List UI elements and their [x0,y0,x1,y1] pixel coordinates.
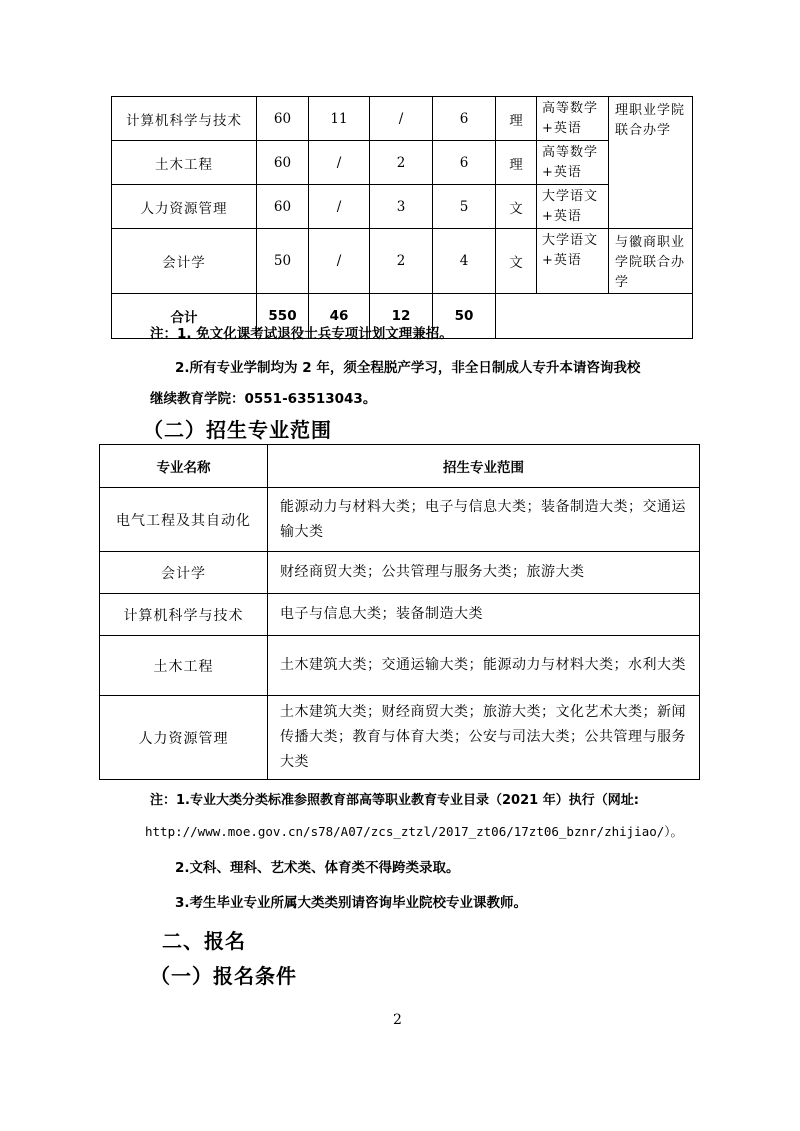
note-line: 2.所有专业学制均为 2 年，须全程脱产学习，非全日制成人专升本请咨询我校 [175,360,641,376]
subject-line: 大学语文 [542,189,599,204]
cell: 2 [370,229,433,294]
subject-line: +英语 [542,121,582,136]
major-name: 计算机科学与技术 [112,97,257,141]
scope-cell: 财经商贸大类；公共管理与服务大类；旅游大类 [268,552,700,594]
subject-line: +英语 [542,253,582,268]
major-name: 计算机科学与技术 [100,594,268,636]
cell: 60 [257,141,309,185]
subject-line: 高等数学 [542,101,599,116]
category-cell: 理 [496,141,537,185]
total-label: 合计 [112,294,257,339]
major-name: 会计学 [100,552,268,594]
scope-cell: 电子与信息大类；装备制造大类 [268,594,700,636]
table-row [100,552,700,594]
note-text: 与徽商职业学院联合办学 [615,235,686,290]
note-line: 2.文科、理科、艺术类、体育类不得跨类录取。 [175,860,460,876]
column-header: 招生专业范围 [268,445,700,488]
note-text: 理职业学院联合办学 [615,103,686,138]
cell: / [309,185,370,229]
cell: / [309,229,370,294]
cell: 4 [433,229,496,294]
category-cell: 理 [496,97,537,141]
cell: 12 [370,294,433,339]
cell: 60 [257,185,309,229]
section-heading: （二）招生专业范围 [143,418,332,442]
joint-program-note [609,97,693,229]
cell: 11 [309,97,370,141]
joint-program-note [609,229,693,294]
note-line: 注：1. 免文化课考试退役士兵专项计划文理兼招。 [150,326,453,342]
major-name: 土木工程 [112,141,257,185]
table-row [112,229,693,294]
subject-line: 高等数学 [542,145,599,160]
cell: 46 [309,294,370,339]
scope-cell: 土木建筑大类；财经商贸大类；旅游大类；文化艺术大类；新闻传播大类；教育与体育大类；公安与司法大类；公共管理与服务大类 [268,696,700,780]
table-row [100,696,700,780]
cell: 6 [433,141,496,185]
cell: 50 [433,294,496,339]
cell: 50 [257,229,309,294]
table-row [100,594,700,636]
table-row [112,97,693,141]
note-line: 继续教育学院：0551-63513043。 [150,391,377,407]
url-text: http://www.moe.gov.cn/s78/A07/zcs_ztzl/2017_zt06/17zt06_bznr/zhijiao/）。 [145,824,684,839]
subject-line: 大学语文 [542,233,599,248]
cell: 2 [370,141,433,185]
major-name: 人力资源管理 [100,696,268,780]
subsection-heading: （一）报名条件 [150,964,297,988]
cell: / [309,141,370,185]
major-name: 会计学 [112,229,257,294]
subject-line: +英语 [542,209,582,224]
table-row [112,141,693,185]
cell: 3 [370,185,433,229]
empty-cell [496,294,693,339]
page-number: 2 [393,1012,402,1028]
note-line: 3.考生毕业专业所属大类类别请咨询毕业院校专业课教师。 [175,895,528,911]
exam-subjects [537,141,609,185]
category-cell: 文 [496,229,537,294]
cell: / [370,97,433,141]
exam-subjects [537,185,609,229]
major-scope-table [99,444,700,780]
table-header-row [100,445,700,488]
scope-cell: 能源动力与材料大类；电子与信息大类；装备制造大类；交通运输大类 [268,488,700,552]
exam-subjects [537,97,609,141]
table-row [100,636,700,696]
note-line: 注：1.专业大类分类标准参照教育部高等职业教育专业目录（2021 年）执行（网址: [150,793,639,808]
exam-subjects [537,229,609,294]
category-cell: 文 [496,185,537,229]
scope-cell: 土木建筑大类；交通运输大类；能源动力与材料大类；水利大类 [268,636,700,696]
major-name: 人力资源管理 [112,185,257,229]
cell: 5 [433,185,496,229]
major-name: 土木工程 [100,636,268,696]
section-heading: 二、报名 [162,929,246,953]
cell: 550 [257,294,309,339]
cell: 6 [433,97,496,141]
cell: 60 [257,97,309,141]
table-row [112,185,693,229]
column-header: 专业名称 [100,445,268,488]
table-row [100,488,700,552]
subject-line: +英语 [542,165,582,180]
enrollment-plan-table [111,96,693,339]
major-name: 电气工程及其自动化 [100,488,268,552]
